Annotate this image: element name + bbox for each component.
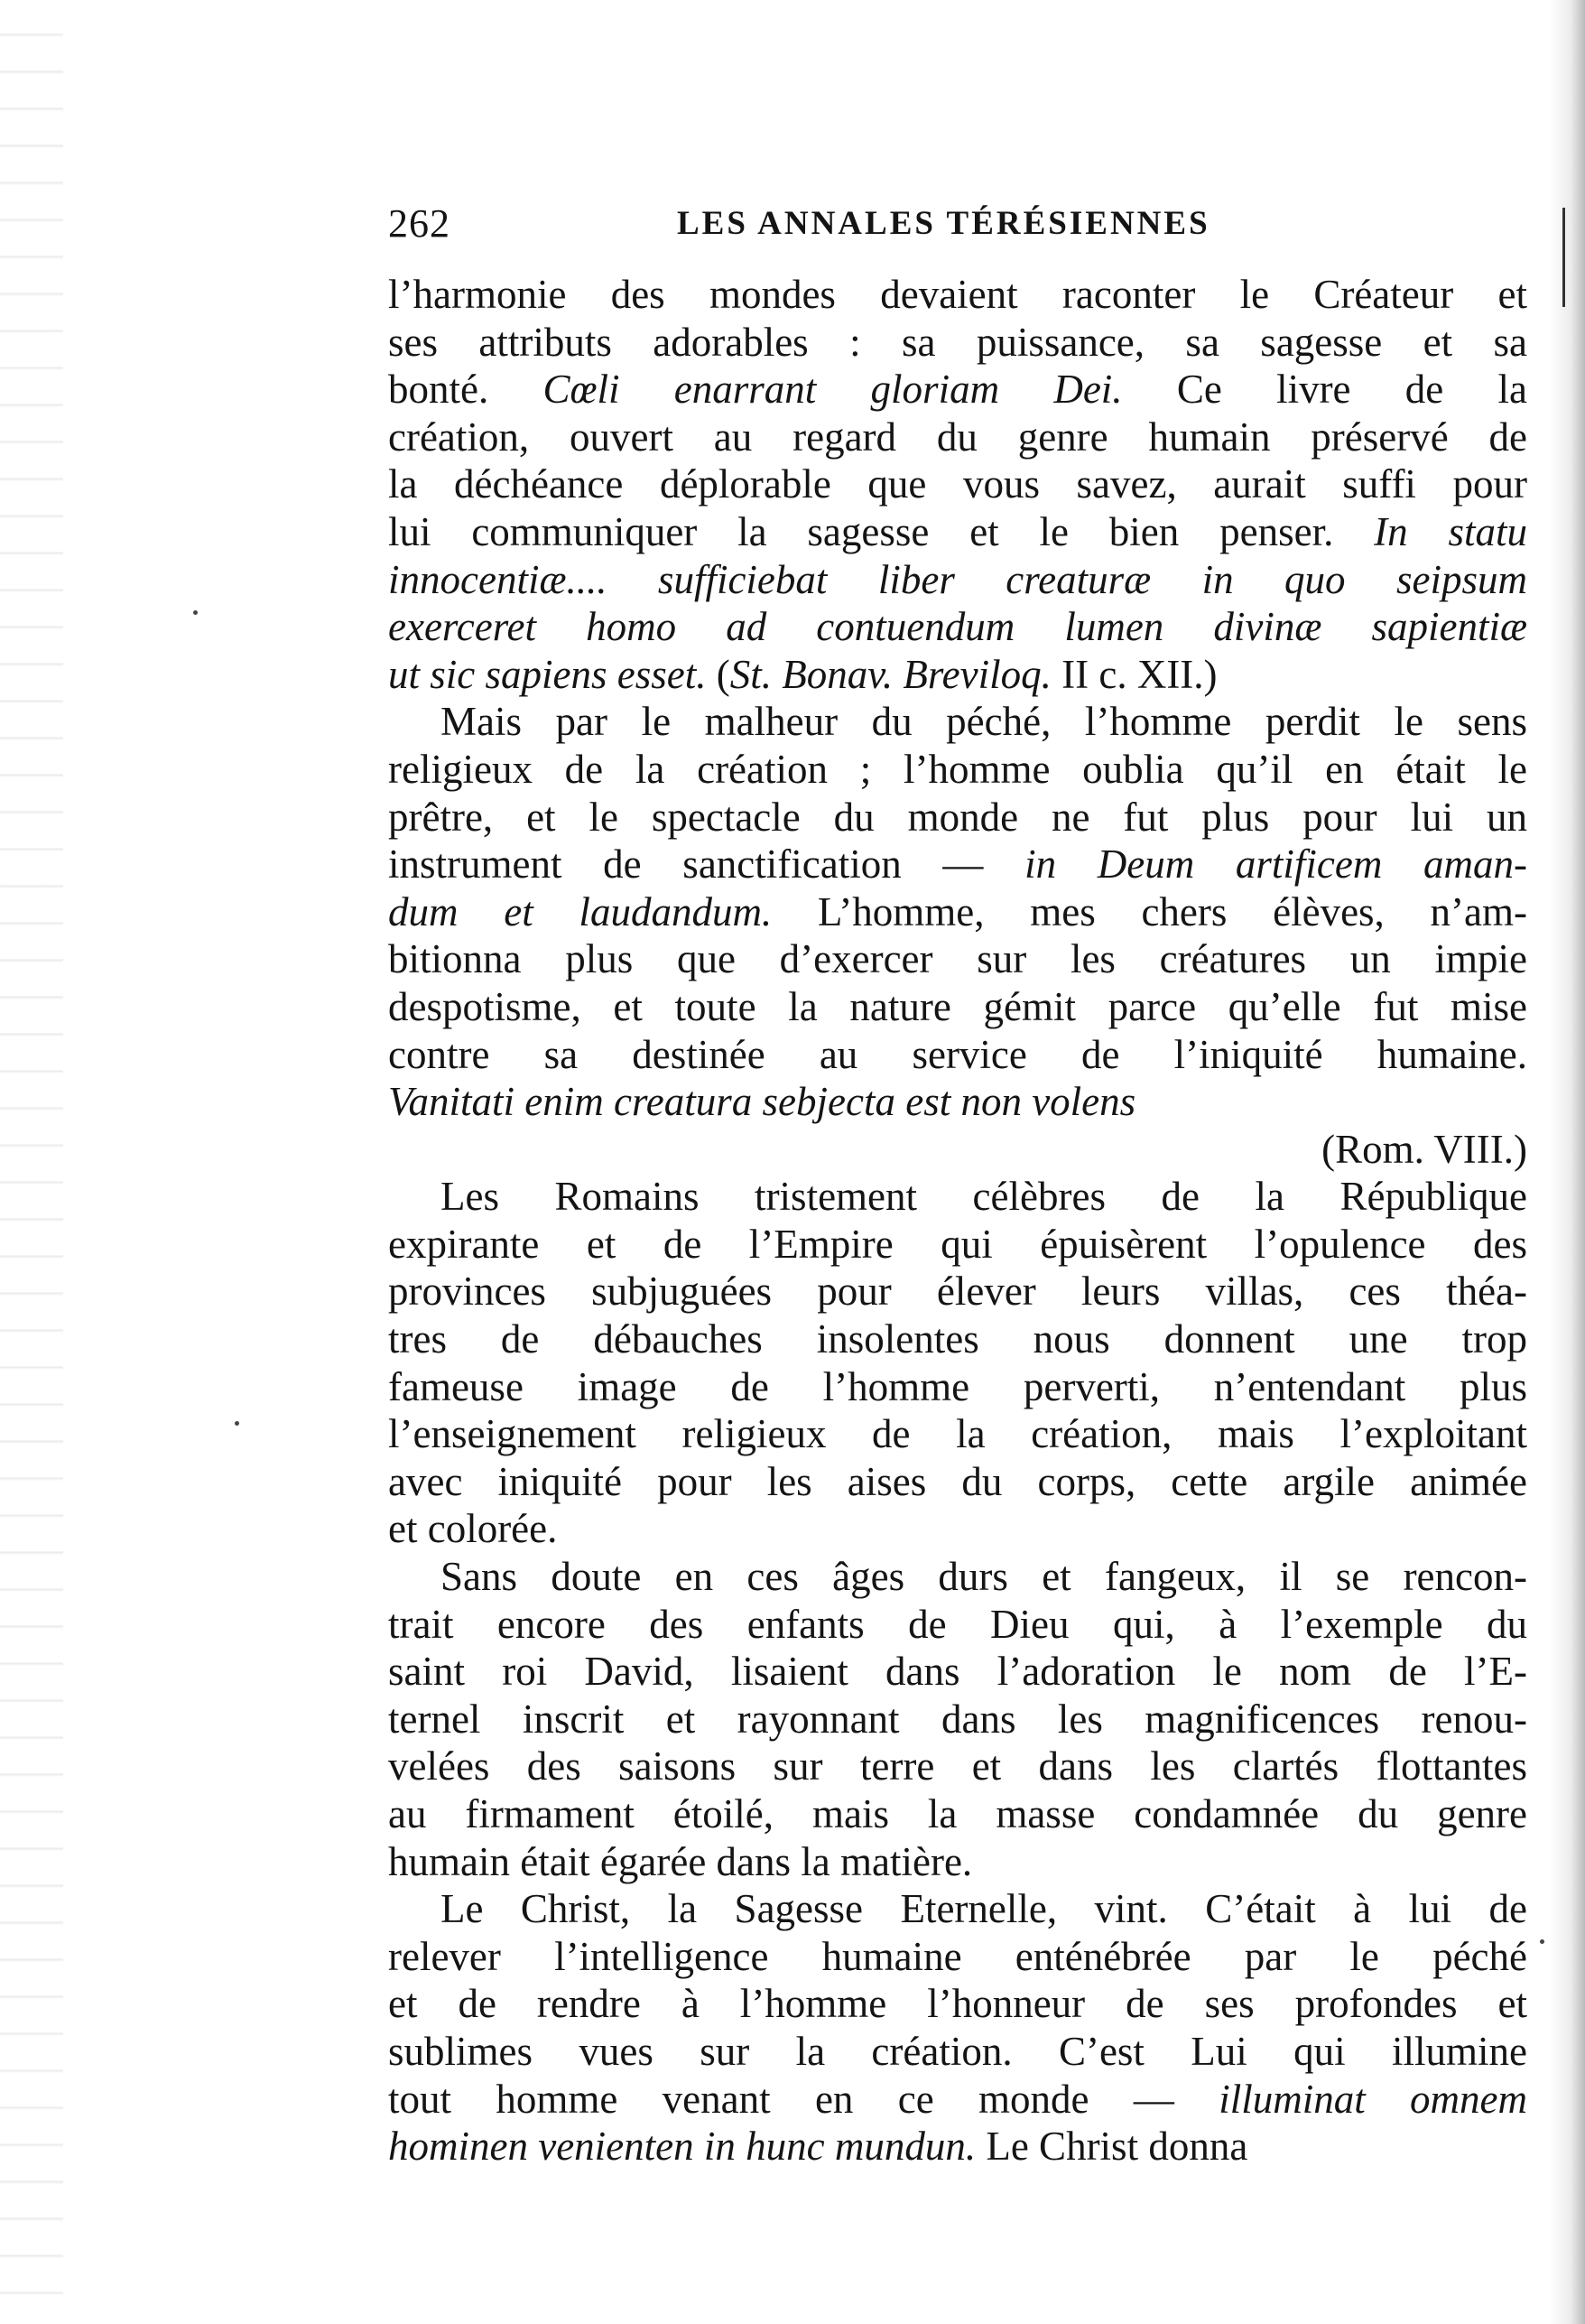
text-line xyxy=(388,556,1527,604)
text-run: saint roi David, lisaient dans l’adoration le nom de l’E- xyxy=(388,1649,1527,1695)
text-line xyxy=(388,1078,1527,1126)
text-run: l’enseignement religieux de la création, mais l’exploitant xyxy=(388,1411,1527,1457)
text-run: ternel inscrit et rayonnant dans les magnificences renou- xyxy=(388,1696,1527,1742)
text-run: au firmament étoilé, mais la masse condamnée du genre xyxy=(388,1791,1527,1836)
italic-text: illuminat omnem xyxy=(1219,2076,1528,2122)
text-run: bitionna plus que d’exercer sur les créatures un impie xyxy=(388,936,1527,982)
running-title: LES ANNALES TÉRÉSIENNES xyxy=(677,205,1210,242)
text-line xyxy=(388,414,1527,461)
text-line xyxy=(388,1221,1527,1269)
text-line xyxy=(388,888,1527,936)
ink-speck xyxy=(235,1421,239,1426)
text-line xyxy=(388,1696,1527,1743)
text-run: Le Christ, la Sagesse Eternelle, vint. C’était à lui de xyxy=(440,1886,1527,1932)
text-line xyxy=(388,603,1527,651)
ink-speck xyxy=(1540,1939,1544,1944)
text-line xyxy=(388,319,1527,367)
italic-text: Cœli enarrant gloriam Dei. xyxy=(542,367,1123,413)
scan-edge-right xyxy=(1549,0,1585,2324)
text-line xyxy=(388,1601,1527,1649)
text-line xyxy=(388,1458,1527,1506)
text-run: religieux de la création ; l’homme oublia qu’il en était le xyxy=(388,746,1527,792)
text-run: velées des saisons sur terre et dans les clartés flottantes xyxy=(388,1743,1527,1789)
text-run: prêtre, et le spectacle du monde ne fut plus pour lui un xyxy=(388,794,1527,840)
text-line xyxy=(388,2123,1527,2171)
text-line xyxy=(388,841,1527,888)
page-header xyxy=(388,200,1527,251)
text-line xyxy=(388,1790,1527,1838)
italic-text: hominen venienten in hunc mundun. xyxy=(388,2124,977,2170)
italic-text: ut sic sapiens esset. xyxy=(388,651,707,697)
text-run: et colorée. xyxy=(388,1506,558,1552)
scan-edge-left xyxy=(0,0,63,2324)
text-run: Ce livre de la xyxy=(1122,367,1528,413)
text-line xyxy=(388,698,1527,746)
text-line xyxy=(388,460,1527,508)
text-line xyxy=(388,366,1527,414)
ink-speck xyxy=(193,610,198,615)
text-line xyxy=(388,1031,1527,1079)
text-run: humain était égarée dans la matière. xyxy=(388,1838,973,1884)
italic-text: Vanitati enim creatura sebjecta est non volens xyxy=(388,1079,1136,1125)
italic-text: exerceret homo ad contuendum lumen divinæ sapientiæ xyxy=(388,604,1527,650)
text-line xyxy=(388,1648,1527,1696)
text-run: Les Romains tristement célèbres de la République xyxy=(440,1174,1527,1220)
text-run: Mais par le malheur du péché, l’homme perdit le sens xyxy=(440,699,1527,745)
text-line xyxy=(388,1838,1527,1886)
text-run: ses attributs adorables : sa puissance, sa sagesse et sa xyxy=(388,319,1527,365)
text-run: bonté. xyxy=(388,367,543,413)
text-run: ( xyxy=(706,651,730,697)
text-line xyxy=(388,1505,1527,1553)
text-run: avec iniquité pour les aises du corps, cette argile animée xyxy=(388,1458,1527,1504)
text-line xyxy=(388,2028,1527,2076)
italic-text: In statu xyxy=(1374,508,1527,554)
text-line xyxy=(388,1933,1527,1981)
text-run: l’harmonie des mondes devaient raconter le Créateur et xyxy=(388,272,1527,317)
text-line xyxy=(388,1315,1527,1363)
text-line xyxy=(388,746,1527,794)
text-line xyxy=(388,1173,1527,1221)
text-run: Le Christ donna xyxy=(976,2124,1248,2170)
text-line xyxy=(388,271,1527,319)
paragraph xyxy=(388,1885,1527,2171)
page-number: 262 xyxy=(388,201,450,246)
italic-text: innocentiæ.... sufficiebat liber creaturæ in quo seipsum xyxy=(388,556,1527,602)
text-run: provinces subjuguées pour élever leurs villas, ces théa- xyxy=(388,1269,1527,1315)
text-run: la déchéance déplorable que vous savez, aurait suffi pour xyxy=(388,461,1527,507)
text-line xyxy=(388,1410,1527,1458)
text-run: relever l’intelligence humaine enténébrée par le péché xyxy=(388,1933,1527,1979)
italic-text: in Deum artificem aman- xyxy=(1024,841,1528,888)
text-line xyxy=(388,1268,1527,1315)
text-run: Sans doute en ces âges durs et fangeux, il se rencon- xyxy=(440,1554,1527,1600)
text-run: expirante et de l’Empire qui épuisèrent l’opulence des xyxy=(388,1221,1527,1267)
text-line xyxy=(388,508,1527,556)
paragraph xyxy=(388,1173,1527,1553)
text-run: lui communiquer la sagesse et le bien penser. xyxy=(388,508,1375,554)
text-run: (Rom. VIII.) xyxy=(1321,1126,1527,1172)
paragraph xyxy=(388,1553,1527,1885)
text-run: tres de débauches insolentes nous donnent une trop xyxy=(388,1316,1527,1362)
text-run: création, ouvert au regard du genre humain préservé de xyxy=(388,414,1527,460)
text-line xyxy=(388,1885,1527,1933)
text-line xyxy=(388,983,1527,1031)
text-run: et de rendre à l’homme l’honneur de ses profondes et xyxy=(388,1981,1527,2027)
paragraph xyxy=(388,698,1527,1173)
text-run: tout homme venant en ce monde — xyxy=(388,2076,1219,2122)
text-line xyxy=(388,1126,1527,1174)
text-run: L’homme, mes chers élèves, n’am- xyxy=(772,888,1527,934)
text-line xyxy=(388,1980,1527,2028)
text-run: despotisme, et toute la nature gémit parce qu’elle fut mise xyxy=(388,983,1527,1029)
text-line xyxy=(388,2076,1527,2124)
text-line xyxy=(388,1743,1527,1790)
italic-text: St. Bonav. Breviloq. xyxy=(729,651,1052,697)
text-line xyxy=(388,1363,1527,1411)
text-run: instrument de sanctification — xyxy=(388,841,1025,888)
text-line xyxy=(388,935,1527,983)
body-text xyxy=(388,271,1527,2171)
text-run: fameuse image de l’homme perverti, n’entendant plus xyxy=(388,1363,1527,1409)
text-run: II c. XII.) xyxy=(1051,651,1218,697)
text-line xyxy=(388,1553,1527,1601)
text-line xyxy=(388,651,1527,699)
scan-edge-mark xyxy=(1562,208,1565,307)
text-run: sublimes vues sur la création. C’est Lui qui illumine xyxy=(388,2028,1527,2074)
paragraph xyxy=(388,271,1527,698)
text-line xyxy=(388,794,1527,841)
italic-text: dum et laudandum. xyxy=(388,888,773,934)
text-run: trait encore des enfants de Dieu qui, à l’exemple du xyxy=(388,1601,1527,1647)
text-run: contre sa destinée au service de l’iniquité humaine. xyxy=(388,1031,1527,1077)
